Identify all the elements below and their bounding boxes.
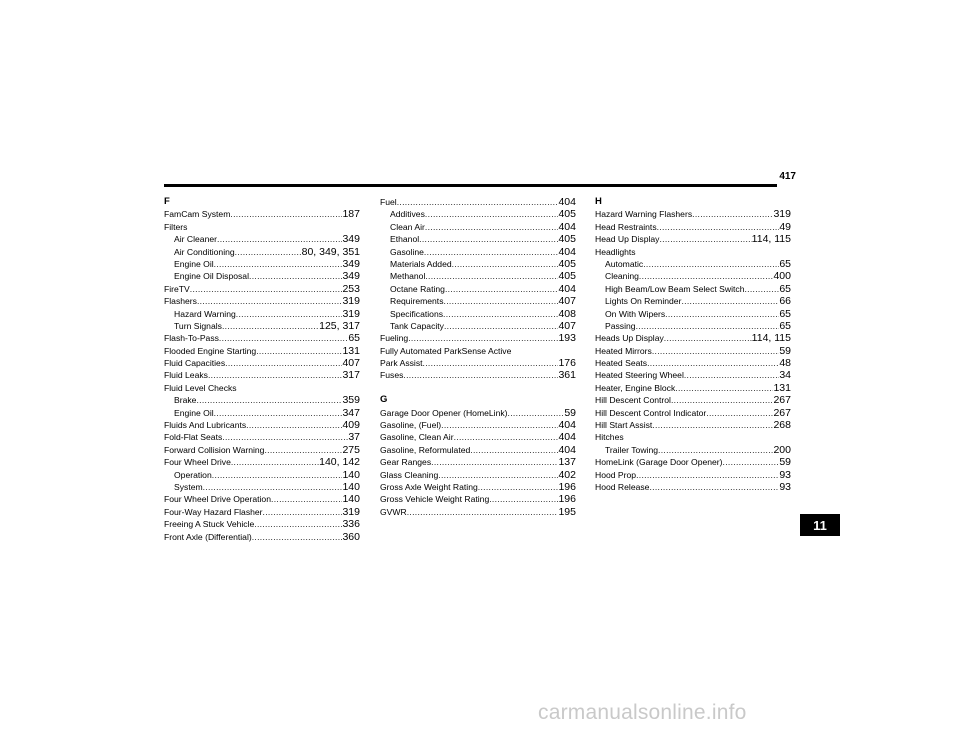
index-entry [164,419,360,431]
entry-label: Air Conditioning [174,246,235,257]
index-subentry [595,270,791,282]
dot-leader [681,295,779,306]
dot-leader [263,506,343,517]
index-entry [380,431,576,443]
entry-label: Materials Added [390,258,452,269]
entry-label: HomeLink (Garage Door Opener) [595,457,723,468]
index-entry [380,419,576,431]
dot-leader [196,394,342,405]
entry-label: Fueling [380,333,409,344]
entry-label: Hood Prop [595,469,637,480]
index-entry [595,332,791,344]
entry-label: Gross Axle Weight Rating [380,481,478,492]
dot-leader [657,221,780,232]
entry-page-reference: 48 [779,357,791,370]
index-entry [380,444,576,456]
index-subentry [595,295,791,307]
entry-page-reference: 349 [342,270,360,283]
index-entry [164,369,360,381]
index-entry [164,531,360,543]
entry-label: Glass Cleaning [380,469,439,480]
entry-page-reference: 405 [558,257,576,270]
entry-page-reference: 140 [342,493,360,506]
dot-leader [706,407,773,418]
entry-page-reference: 65 [779,282,791,295]
dot-leader [445,283,559,294]
dot-leader [664,332,752,343]
dot-leader [647,357,779,368]
index-entry [595,407,791,419]
entry-page-reference: 66 [779,295,791,308]
entry-page-reference: 400 [773,270,791,283]
chapter-tab: 11 [800,514,840,536]
entry-page-reference: 402 [558,468,576,481]
index-subentry [380,295,576,307]
index-letter-heading: G [380,394,388,406]
index-subentry [164,246,360,258]
index-entry [380,456,576,468]
entry-label: Flooded Engine Starting [164,345,257,356]
entry-page-reference: 405 [558,208,576,221]
entry-label: Forward Collision Warning [164,444,265,455]
entry-page-reference: 37 [348,431,360,444]
entry-page-reference: 405 [558,270,576,283]
dot-leader [649,481,779,492]
dot-leader [208,369,343,380]
entry-label: Fluid Level Checks [164,382,237,393]
entry-label: Gasoline, Clean Air [380,432,454,443]
entry-label: Hitches [595,432,624,443]
index-entry [595,233,791,245]
dot-leader [203,481,343,492]
index-subentry [164,481,360,493]
dot-leader [419,233,558,244]
entry-page-reference: 187 [342,208,360,221]
entry-page-reference: 317 [342,369,360,382]
dot-leader [652,419,773,430]
dot-leader [658,444,773,455]
entry-label: Fluids And Lubricants [164,420,247,431]
entry-page-reference: 114, 115 [751,332,791,345]
entry-page-reference: 319 [342,505,360,518]
index-subentry [595,283,791,295]
header-rule [164,184,777,187]
entry-page-reference: 80, 349, 351 [301,245,360,258]
entry-page-reference: 404 [558,419,576,432]
entry-page-reference: 404 [558,282,576,295]
dot-leader [222,320,319,331]
index-entry [595,431,791,443]
dot-leader [219,332,348,343]
entry-label: Hill Descent Control [595,395,671,406]
dot-leader [489,493,558,504]
entry-page-reference: 404 [558,443,576,456]
dot-leader [431,456,558,467]
dot-leader [190,283,343,294]
entry-label: FireTV [164,283,190,294]
entry-label: Headlights [595,246,636,257]
entry-page-reference: 404 [558,220,576,233]
index-entry [380,196,576,208]
entry-label: On With Wipers [605,308,666,319]
index-subentry [595,320,791,332]
index-entry [164,506,360,518]
dot-leader [264,444,342,455]
index-entry [164,456,360,468]
index-entry [164,444,360,456]
entry-label: Front Axle (Differential) [164,531,252,542]
index-subentry [164,308,360,320]
entry-page-reference: 65 [779,307,791,320]
dot-leader [425,208,559,219]
entry-label: System [174,481,203,492]
entry-label: Heater, Engine Block [595,382,676,393]
entry-page-reference: 349 [342,233,360,246]
index-entry [380,469,576,481]
entry-label: Requirements [390,296,444,307]
entry-label: Flashers [164,296,197,307]
entry-page-reference: 347 [342,406,360,419]
entry-page-reference: 59 [779,456,791,469]
entry-page-reference: 408 [558,307,576,320]
dot-leader [236,308,343,319]
index-subentry [164,270,360,282]
index-entry [595,208,791,220]
index-entry [595,382,791,394]
dot-leader [652,345,779,356]
entry-page-reference: 114, 115 [751,233,791,246]
dot-leader [231,456,319,467]
index-entry [164,431,360,443]
index-entry [164,382,360,394]
dot-leader [230,208,342,219]
entry-label: Clean Air [390,221,425,232]
index-entry [380,357,576,369]
dot-leader [443,308,558,319]
index-subentry [164,407,360,419]
index-entry [595,246,791,258]
entry-page-reference: 59 [564,406,576,419]
index-entry [595,369,791,381]
entry-page-reference: 267 [773,394,791,407]
entry-page-reference: 405 [558,233,576,246]
dot-leader [212,469,343,480]
entry-label: Heads Up Display [595,333,664,344]
entry-page-reference: 193 [558,332,576,345]
entry-page-reference: 34 [779,369,791,382]
page-number: 417 [779,171,796,182]
entry-label: Fold-Flat Seats [164,432,223,443]
entry-label: Trailer Towing [605,444,659,455]
index-entry [164,295,360,307]
entry-page-reference: 319 [773,208,791,221]
entry-page-reference: 140 [342,468,360,481]
entry-label: Four Wheel Drive Operation [164,494,271,505]
entry-page-reference: 336 [342,518,360,531]
dot-leader [438,469,558,480]
entry-label: Fluid Capacities [164,358,226,369]
entry-label: Heated Seats [595,358,648,369]
entry-label: High Beam/Low Beam Select Switch [605,283,745,294]
index-entry [380,332,576,344]
entry-page-reference: 268 [773,419,791,432]
entry-label: Automatic [605,258,644,269]
entry-label: Methanol [390,271,426,282]
index-entry [595,481,791,493]
index-entry [380,506,576,518]
entry-page-reference: 200 [773,443,791,456]
index-subentry [380,270,576,282]
dot-leader [692,208,773,219]
entry-label: Octane Rating [390,283,445,294]
entry-page-reference: 93 [779,480,791,493]
entry-page-reference: 319 [342,307,360,320]
entry-page-reference: 65 [348,332,360,345]
dot-leader [643,258,779,269]
entry-page-reference: 361 [558,369,576,382]
entry-page-reference: 131 [773,381,791,394]
entry-page-reference: 407 [558,295,576,308]
dot-leader [425,221,559,232]
watermark: carmanualsonline.info [538,701,747,724]
entry-page-reference: 404 [558,431,576,444]
entry-page-reference: 404 [558,245,576,258]
index-entry [164,332,360,344]
entry-page-reference: 404 [558,196,576,208]
entry-label: Engine Oil [174,258,214,269]
entry-page-reference: 407 [558,319,576,332]
dot-leader [444,320,558,331]
index-entry [380,407,576,419]
dot-leader [222,431,348,442]
index-entry [595,394,791,406]
index-entry [164,357,360,369]
dot-leader [636,320,780,331]
index-subentry [380,308,576,320]
entry-label: Engine Oil [174,407,214,418]
index-subentry [164,320,360,332]
dot-leader [397,196,559,207]
dot-leader [470,444,558,455]
entry-label: Head Up Display [595,234,660,245]
dot-leader [684,369,779,380]
dot-leader [675,382,773,393]
entry-label: Specifications [390,308,444,319]
entry-label: Engine Oil Disposal [174,271,249,282]
index-entry [595,469,791,481]
entry-label: Four-Way Hazard Flasher [164,506,263,517]
entry-label: Gasoline, Reformulated [380,444,471,455]
index-column-1 [164,196,360,543]
entry-label: Fuel [380,197,397,207]
entry-page-reference: 195 [558,505,576,518]
index-subentry [595,444,791,456]
entry-label: Cleaning [605,271,639,282]
index-entry [164,283,360,295]
dot-leader [659,233,751,244]
entry-page-reference: 131 [342,344,360,357]
dot-leader [252,531,343,542]
dot-leader [423,357,559,368]
index-entry [164,208,360,220]
entry-label: Flash-To-Pass [164,333,219,344]
entry-label: Additives [390,209,425,220]
entry-label: Hazard Warning [174,308,236,319]
entry-page-reference: 140 [342,480,360,493]
entry-label: Gasoline, (Fuel) [380,420,442,431]
entry-label: Fuses [380,370,404,381]
entry-label: Fluid Leaks [164,370,208,381]
dot-leader [671,394,774,405]
entry-label: Gasoline [390,246,424,257]
entry-page-reference: 319 [342,295,360,308]
dot-leader [508,407,565,418]
dot-leader [214,258,343,269]
index-subentry [595,258,791,270]
entry-label: Lights On Reminder [605,296,682,307]
entry-page-reference: 349 [342,257,360,270]
index-subentry [164,394,360,406]
entry-label: GVWR [380,506,407,517]
entry-label: Hill Start Assist [595,420,653,431]
dot-leader [246,419,342,430]
entry-label: Air Cleaner [174,234,217,245]
entry-page-reference: 267 [773,406,791,419]
entry-label: Operation [174,469,212,480]
index-spacer [380,382,576,394]
dot-leader [225,357,342,368]
dot-leader [452,258,559,269]
index-entry [595,345,791,357]
index-entry [380,481,576,493]
entry-page-reference: 125, 317 [319,319,360,332]
entry-label: Heated Steering Wheel [595,370,684,381]
index-entry [595,357,791,369]
index-column-2 [380,196,576,518]
entry-label: Tank Capacity [390,320,444,331]
dot-leader [444,295,559,306]
entry-label: Hazard Warning Flashers [595,209,693,220]
dot-leader [424,246,559,257]
dot-leader [254,518,342,529]
dot-leader [744,283,779,294]
index-subentry [380,246,576,258]
dot-leader [639,270,774,281]
entry-label: Passing [605,320,636,331]
entry-page-reference: 359 [342,394,360,407]
dot-leader [441,419,558,430]
dot-leader [197,295,343,306]
entry-page-reference: 65 [779,319,791,332]
dot-leader [425,270,558,281]
entry-label: Hood Release [595,481,650,492]
dot-leader [403,369,558,380]
entry-page-reference: 59 [779,344,791,357]
entry-page-reference: 196 [558,493,576,506]
entry-page-reference: 360 [342,530,360,543]
entry-page-reference: 253 [342,282,360,295]
entry-label: Filters [164,221,188,232]
index-entry [164,518,360,530]
dot-leader [408,332,558,343]
dot-leader [235,246,302,257]
index-entry [380,493,576,505]
entry-page-reference: 140, 142 [319,456,360,469]
index-letter-heading: H [595,196,602,207]
index-subentry [380,258,576,270]
index-subentry [164,233,360,245]
entry-label: Gross Vehicle Weight Rating [380,494,490,505]
index-subentry [164,258,360,270]
entry-page-reference: 49 [779,220,791,233]
entry-page-reference: 409 [342,419,360,432]
entry-page-reference: 196 [558,480,576,493]
entry-page-reference: 176 [558,357,576,370]
dot-leader [271,493,342,504]
entry-page-reference: 93 [779,468,791,481]
index-column-3 [595,196,791,493]
index-entry [164,493,360,505]
index-entry [380,345,576,357]
entry-label: Ethanol [390,234,420,245]
entry-label: FamCam System [164,209,231,220]
index-letter-heading: F [164,196,170,207]
entry-label: Hill Descent Control Indicator [595,407,707,418]
index-subentry [380,320,576,332]
entry-label: Turn Signals [174,320,222,331]
dot-leader [249,270,342,281]
entry-label: Park Assist [380,358,423,369]
entry-label: Gear Ranges [380,457,432,468]
index-subentry [380,208,576,220]
index-subentry [164,469,360,481]
index-entry [595,419,791,431]
index-entry [595,221,791,233]
index-subentry [595,308,791,320]
index-subentry [380,283,576,295]
index-subentry [380,233,576,245]
index-entry [380,369,576,381]
entry-page-reference: 65 [779,257,791,270]
dot-leader [665,308,779,319]
entry-label: Freeing A Stuck Vehicle [164,519,255,530]
dot-leader [256,345,342,356]
dot-leader [723,456,780,467]
dot-leader [478,481,559,492]
dot-leader [407,506,559,517]
index-entry [595,456,791,468]
entry-page-reference: 275 [342,443,360,456]
dot-leader [214,407,343,418]
index-subentry [380,221,576,233]
entry-label: Brake [174,395,197,406]
entry-page-reference: 137 [558,456,576,469]
index-entry [164,345,360,357]
dot-leader [636,469,779,480]
index-entry [164,221,360,233]
entry-label: Garage Door Opener (HomeLink) [380,407,508,418]
entry-label: Four Wheel Drive [164,457,231,468]
entry-label: Fully Automated ParkSense Active [380,345,512,356]
entry-label: Heated Mirrors [595,345,652,356]
dot-leader [217,233,342,244]
dot-leader [454,431,559,442]
entry-page-reference: 407 [342,357,360,370]
entry-label: Head Restraints [595,221,657,232]
